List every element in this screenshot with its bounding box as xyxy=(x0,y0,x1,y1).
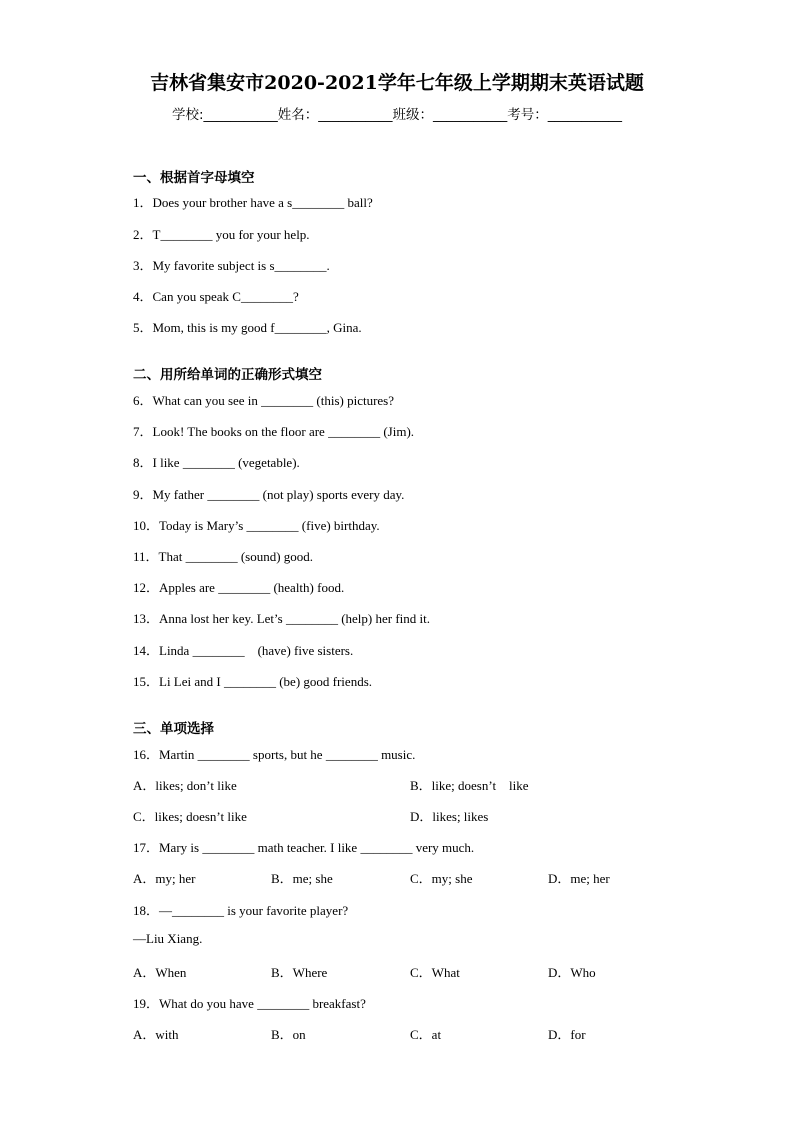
question-1: 1．Does your brother have a s________ ball? xyxy=(133,195,373,210)
option-16c: C．likes; doesn’t like xyxy=(133,809,247,824)
option-16a: A．likes; don’t like xyxy=(133,778,237,793)
question-3: 3．My favorite subject is s________. xyxy=(133,258,330,273)
question-5: 5．Mom, this is my good f________, Gina. xyxy=(133,320,362,335)
question-4: 4．Can you speak C________? xyxy=(133,289,299,304)
question-9: 9．My father ________ (not play) sports every day. xyxy=(133,487,405,502)
option-16d: D．likes; likes xyxy=(410,809,489,824)
question-2: 2．T________ you for your help. xyxy=(133,227,310,242)
option-18a: A．When xyxy=(133,965,187,980)
question-18: 18．—________ is your favorite player? xyxy=(133,903,349,918)
question-6: 6．What can you see in ________ (this) pictures? xyxy=(133,393,395,408)
option-19b: B．on xyxy=(271,1027,306,1042)
question-10: 10．Today is Mary’s ________ (five) birthday. xyxy=(133,518,380,533)
question-8: 8．I like ________ (vegetable). xyxy=(133,455,300,470)
section-1-heading: 一、根据首字母填空 xyxy=(133,170,255,186)
question-14: 14．Linda ________ (have) five sisters. xyxy=(133,643,354,658)
option-19d: D．for xyxy=(548,1027,586,1042)
section-2-heading: 二、用所给单词的正确形式填空 xyxy=(133,367,322,383)
student-info-line: 学校:___________姓名：___________班级：___________考号：___________ xyxy=(171,107,623,123)
question-18-answer: —Liu Xiang. xyxy=(133,931,203,946)
option-17b: B．me; she xyxy=(271,871,333,886)
option-18d: D．Who xyxy=(548,965,596,980)
option-19c: C．at xyxy=(410,1027,442,1042)
question-12: 12．Apples are ________ (health) food. xyxy=(133,580,345,595)
question-19: 19．What do you have ________ breakfast? xyxy=(133,996,366,1011)
question-11: 11．That ________ (sound) good. xyxy=(133,549,314,564)
question-17: 17．Mary is ________ math teacher. I like ________ very much. xyxy=(133,840,475,855)
page-title: 吉林省集安市2020-2021学年七年级上学期期末英语试题 xyxy=(150,72,644,94)
option-19a: A．with xyxy=(133,1027,179,1042)
question-13: 13．Anna lost her key. Let’s ________ (help) her find it. xyxy=(133,611,431,626)
question-15: 15．Li Lei and I ________ (be) good friends. xyxy=(133,674,373,689)
section-3-heading: 三、单项选择 xyxy=(133,721,214,737)
question-16: 16．Martin ________ sports, but he ________ music. xyxy=(133,747,416,762)
option-17d: D．me; her xyxy=(548,871,610,886)
option-17a: A．my; her xyxy=(133,871,196,886)
option-18c: C．What xyxy=(410,965,460,980)
option-16b: B．like; doesn’t like xyxy=(410,778,529,793)
option-17c: C．my; she xyxy=(410,871,473,886)
option-18b: B．Where xyxy=(271,965,328,980)
question-7: 7．Look! The books on the floor are ________ (Jim). xyxy=(133,424,415,439)
